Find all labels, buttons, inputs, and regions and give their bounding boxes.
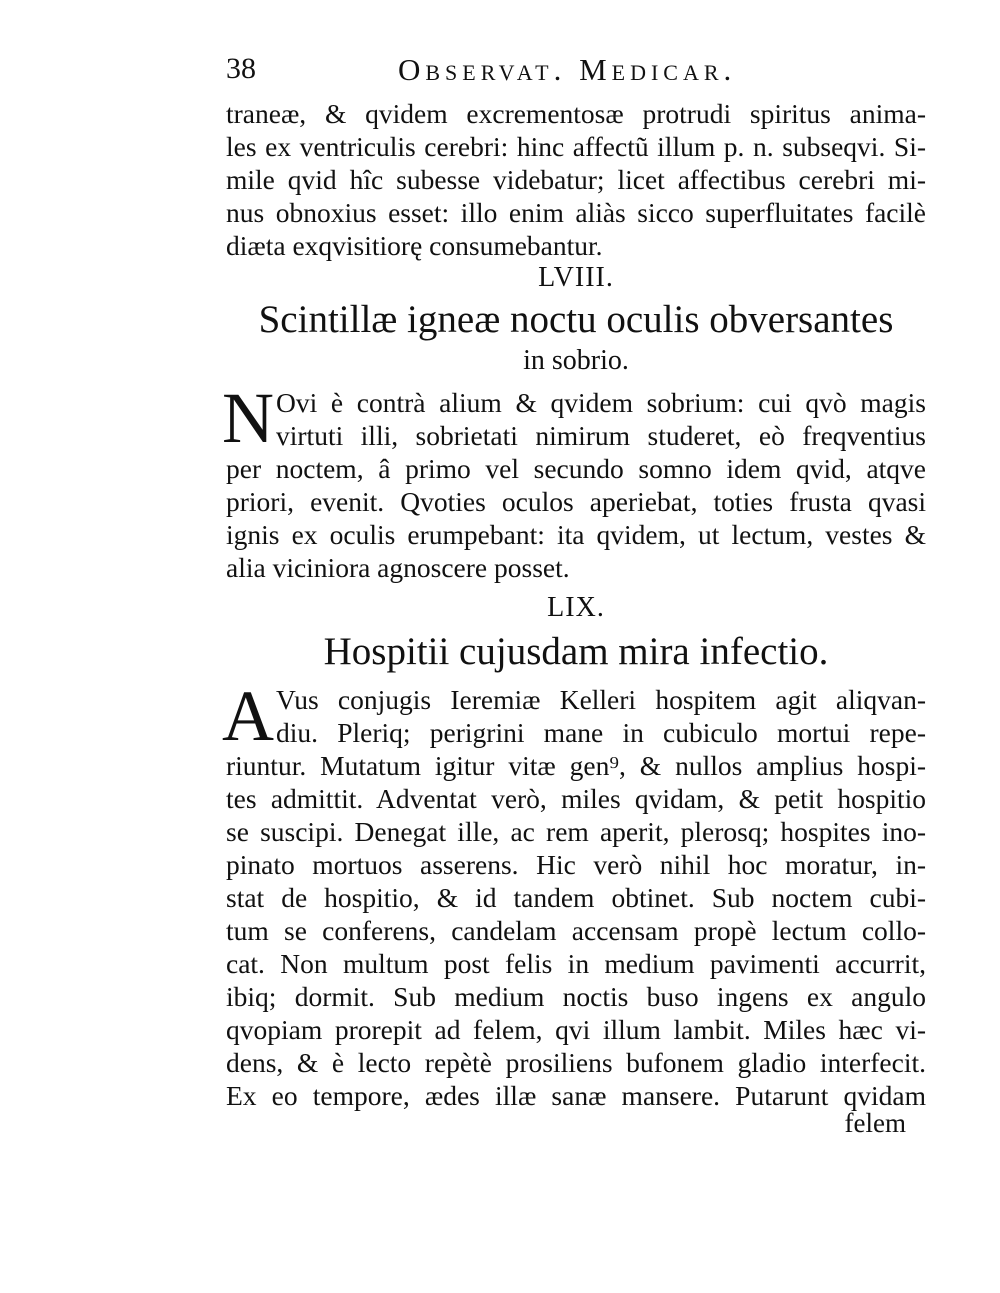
text-line: riuntur. Mutatum igitur vitæ gen⁹, & nullos amplius hospi- — [226, 750, 926, 781]
text-line: pinato mortuos asserens. Hic verò nihil hoc moratur, in- — [226, 849, 926, 880]
observation-subtitle: in sobrio. — [523, 345, 629, 376]
text-line: dens, & è lecto repètè prosiliens bufonem gladio interfecit. — [226, 1047, 926, 1078]
catchword: felem — [844, 1108, 906, 1138]
running-title: Observat. Medicar. — [398, 52, 737, 87]
observation-number: LIX. — [547, 592, 605, 623]
observation-title: Scintillæ igneæ noctu oculis obversantes — [258, 298, 894, 341]
page-number: 38 — [226, 52, 256, 85]
text-line: traneæ, & qvidem excrementosæ protrudi spiritus anima- — [226, 98, 926, 129]
drop-capital: N — [222, 378, 274, 458]
text-line: ibiq; dormit. Sub medium noctis buso ingens ex angulo — [226, 981, 926, 1012]
text-line: qvopiam prorepit ad felem, qvi illum lambit. Miles hæc vi- — [226, 1014, 926, 1045]
text-line: alia viciniora agnoscere posset. — [226, 552, 570, 583]
observation-number: LVIII. — [538, 262, 614, 293]
text-line: ignis ex oculis erumpebant: ita qvidem, ut lectum, vestes & — [226, 519, 926, 550]
text-line: tum se conferens, candelam accensam propè lectum collo- — [226, 915, 926, 946]
page-header — [226, 52, 926, 92]
text-line: priori, evenit. Qvoties oculos aperiebat, toties frusta qvasi — [226, 486, 926, 517]
text-line: stat de hospitio, & id tandem obtinet. Sub noctem cubi- — [226, 882, 926, 913]
text-line: diæta exqvisitiorę consumebantur. — [226, 230, 603, 261]
text-line: virtuti illi, sobrietati nimirum studeret, eò freqventius — [276, 420, 926, 451]
text-line: cat. Non multum post felis in medium pavimenti accurrit, — [226, 948, 926, 979]
text-line: Vus conjugis Ieremiæ Kelleri hospitem agit aliqvan- — [276, 684, 926, 715]
observation-title: Hospitii cujusdam mira infectio. — [323, 630, 829, 673]
drop-capital: A — [222, 676, 274, 756]
text-line: tes admittit. Adventat verò, miles qvidam, & petit hospitio — [226, 783, 926, 814]
text-line: Ovi è contrà alium & qvidem sobrium: cui qvò magis — [276, 387, 926, 418]
text-line: mile qvid hîc subesse videbatur; licet affectibus cerebri mi- — [226, 164, 926, 195]
text-line: per noctem, â primo vel secundo somno idem qvid, atqve — [226, 453, 926, 484]
text-line: Ex eo tempore, ædes illæ sanæ mansere. Putarunt qvidam — [226, 1080, 926, 1111]
text-line: les ex ventriculis cerebri: hinc affectũ illum p. n. subseqvi. Si- — [226, 131, 926, 162]
text-line: nus obnoxius esset: illo enim aliàs sicco superfluitates facilè — [226, 197, 926, 228]
text-line: diu. Pleriq; perigrini mane in cubiculo mortui repe- — [276, 717, 926, 748]
text-line: se suscipi. Denegat ille, ac rem aperit, plerosq; hospites ino- — [226, 816, 926, 847]
